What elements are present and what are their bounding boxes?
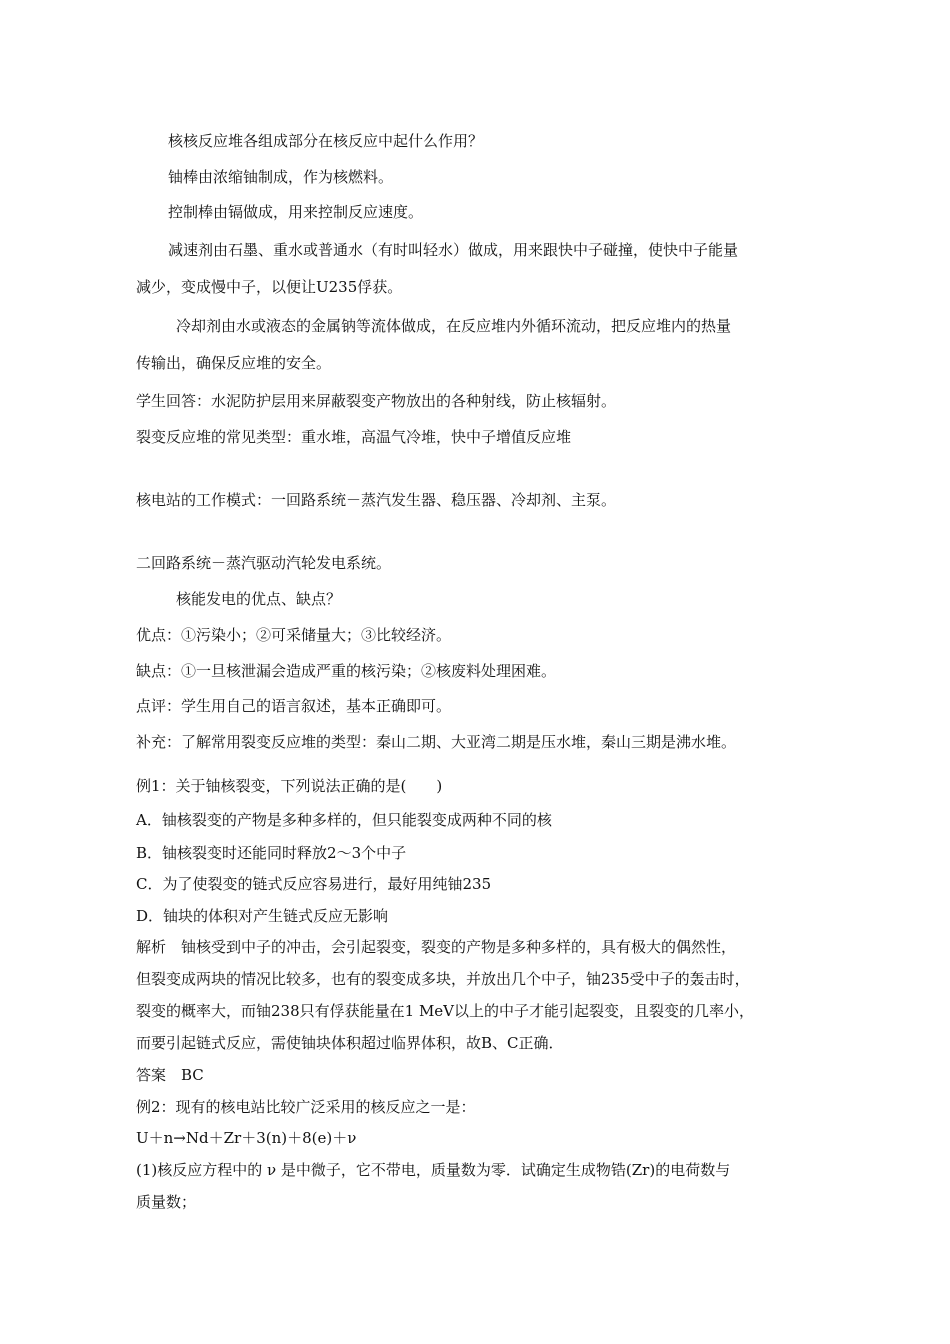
example1-option-c: C．为了使裂变的链式反应容易进行，最好用纯铀235 (136, 875, 492, 893)
example1-solution-line1: 解析 铀核受到中子的冲击，会引起裂变，裂变的产物是多种多样的，具有极大的偶然性， (136, 938, 737, 956)
example2-part1-line1: (1)核反应方程中的 ν 是中微子，它不带电，质量数为零．试确定生成物锆(Zr)的电荷数与 (136, 1161, 731, 1179)
example1-solution-line4: 而要引起链式反应，需使铀块体积超过临界体积，故B、C正确． (136, 1034, 564, 1052)
paragraph-comment: 点评：学生用自己的语言叙述，基本正确即可。 (136, 697, 452, 715)
paragraph-reactor-types: 裂变反应堆的常见类型：重水堆，高温气冷堆，快中子增值反应堆 (136, 428, 572, 446)
example2-part1-line2: 质量数； (136, 1193, 197, 1211)
example1-option-d: D．铀块的体积对产生链式反应无影响 (136, 907, 389, 925)
example1-solution-line3: 裂变的概率大，而铀238只有俘获能量在1 MeV以上的中子才能引起裂变，且裂变的几率小， (136, 1002, 755, 1020)
paragraph-fuel-rod: 铀棒由浓缩铀制成，作为核燃料。 (168, 168, 394, 186)
paragraph-pros-cons-question: 核能发电的优点、缺点？ (176, 590, 342, 608)
paragraph-moderator-line1: 减速剂由石墨、重水或普通水（有时叫轻水）做成，用来跟快中子碰撞，使快中子能量 (168, 241, 739, 259)
paragraph-coolant-line1: 冷却剂由水或液态的金属钠等流体做成，在反应堆内外循环流动，把反应堆内的热量 (176, 317, 732, 335)
paragraph-question-reactor-parts: 核核反应堆各组成部分在核反应中起什么作用？ (168, 132, 484, 150)
example1-question: 例1：关于铀核裂变，下列说法正确的是( ) (136, 777, 443, 795)
paragraph-secondary-loop: 二回路系统－蒸汽驱动汽轮发电系统。 (136, 554, 392, 572)
example2-equation: U＋n→Nd＋Zr＋3(n)＋8(e)＋ν (136, 1129, 357, 1147)
paragraph-coolant-line2: 传输出，确保反应堆的安全。 (136, 354, 332, 372)
example1-option-a: A．铀核裂变的产物是多种多样的，但只能裂变成两种不同的核 (136, 811, 552, 829)
paragraph-advantages: 优点：①污染小；②可采储量大；③比较经济。 (136, 626, 452, 644)
paragraph-disadvantages: 缺点：①一旦核泄漏会造成严重的核污染；②核废料处理困难。 (136, 662, 557, 680)
example1-answer: 答案 BC (136, 1066, 204, 1084)
paragraph-moderator-line2: 减少，变成慢中子，以便让U235俘获。 (136, 278, 403, 296)
paragraph-primary-loop: 核电站的工作模式：一回路系统－蒸汽发生器、稳压器、冷却剂、主泵。 (136, 491, 617, 509)
example1-option-b: B．铀核裂变时还能同时释放2～3个中子 (136, 844, 407, 862)
paragraph-supplement: 补充：了解常用裂变反应堆的类型：秦山二期、大亚湾二期是压水堆，秦山三期是沸水堆。 (136, 733, 737, 751)
paragraph-student-answer: 学生回答：水泥防护层用来屏蔽裂变产物放出的各种射线，防止核辐射。 (136, 392, 617, 410)
example1-solution-line2: 但裂变成两块的情况比较多，也有的裂变成多块，并放出几个中子，铀235受中子的轰击时， (136, 970, 750, 988)
paragraph-control-rod: 控制棒由镉做成，用来控制反应速度。 (168, 203, 424, 221)
example2-question: 例2：现有的核电站比较广泛采用的核反应之一是： (136, 1098, 476, 1116)
